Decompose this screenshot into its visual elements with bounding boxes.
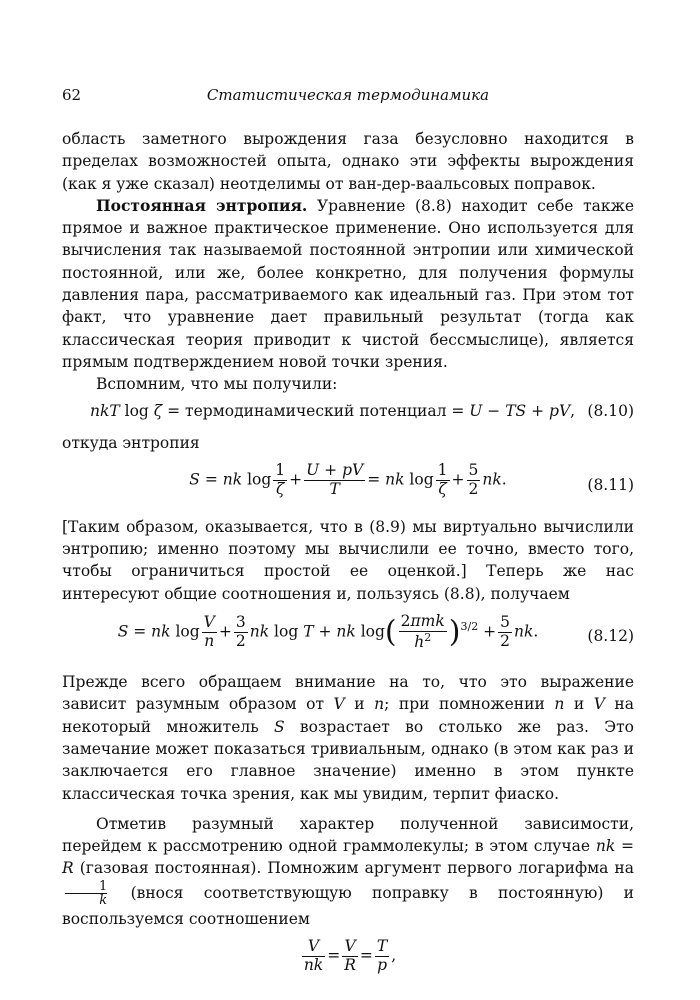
paragraph-1: область заметного вырождения газа безусловно находится в пределах возможностей опыта, однако эти эффекты вырождения (как я уже сказал) неотделимы от ван-дер-ваальсовых поправок. bbox=[62, 130, 634, 193]
equation-8-10 bbox=[62, 396, 634, 430]
paragraph-2-text: Уравнение (8.8) находит себе также прямое и важное практическое применение. Оно используется для вычисления так называемой постоянной энтропии или химической постоянной, или же, более конкретно, для получения формулы давления пара, рассматриваемого как идеальный газ. При этом тот факт, что уравнение дает правильный результат (тогда как классическая теория приводит к чистой бессмыслице), является прямым подтверждением новой точки зрения. bbox=[62, 196, 635, 371]
paragraph-constant-entropy bbox=[62, 195, 634, 373]
book-page bbox=[62, 86, 634, 990]
equation-8-10-body: nkT log ζ = термодинамический потенциал = U − TS + pV, bbox=[90, 401, 576, 420]
paragraph-4: откуда энтропия bbox=[62, 433, 200, 452]
equation-8-12 bbox=[62, 605, 634, 671]
equation-8-11 bbox=[62, 454, 634, 516]
text-run: и bbox=[344, 695, 375, 714]
equation-8-12-body: S = nk log $\frac{V}{n}$ + $\frac{3}{2}$ nk log T + nk log( $\frac{\text{2πmk}}{h^2}$ )$^{3/2}$ + $\frac{5}{2}$ nk. bbox=[117, 612, 539, 652]
text-run: (газовая постоянная). Помножим аргумент первого логарифма на bbox=[73, 859, 634, 878]
equation-number: (8.10) bbox=[587, 401, 634, 420]
text-run: Отметив разумный характер полученной зависимости, перейдем к рассмотрению одной граммолекулы; в этом случае bbox=[62, 814, 634, 856]
running-title: Статистическая термодинамика bbox=[206, 86, 490, 104]
page-number: 62 bbox=[62, 86, 82, 104]
paragraph-3: Вспомним, что мы получили: bbox=[96, 375, 338, 394]
equation-v-over-nk-body: $\frac{V}{nk}$ = $\frac{V}{R}$ = $\frac{T}{p}$ , bbox=[303, 937, 397, 975]
equation-number: (8.11) bbox=[587, 475, 634, 494]
text-run: возрастает во столько же раз. Это замечание может показаться тривиальным, однако (в этом как раз и заключается его главное значение) именно в этом пункте классическая точка зрения, как мы увидим, терпит фиаско. bbox=[62, 717, 634, 803]
page-header bbox=[62, 86, 634, 110]
text-run: Прежде всего обращаем внимание на то, что это выражение зависит разумным образом от bbox=[62, 673, 634, 714]
paragraph-6: Прежде всего обращаем внимание на то, что это выражение зависит разумным образом от V и n; при помножении n и V на некоторый множитель S возрастает во столько же раз. Это замечание может показаться тривиальным, однако (в этом как раз и заключается его главное значение) именно в этом пункте классическая точка зрения, как мы увидим, терпит фиаско. bbox=[62, 673, 635, 803]
text-run: (внося соответствующую поправку в постоянную) и воспользуемся соотношением bbox=[62, 883, 634, 928]
paragraph-7: Отметив разумный характер полученной зависимости, перейдем к рассмотрению одной граммолекулы; в этом случае nk = R (газовая постоянная). Помножим аргумент первого логарифма на $\frac{1}{k}$ (внося соответствующую поправку в постоянную) и воспользуемся соотношением bbox=[62, 814, 634, 928]
equation-8-10-words: термодинамический потенциал bbox=[185, 401, 447, 420]
paragraph-5: [Таким образом, оказывается, что в (8.9) мы виртуально вычислили энтропию; именно поэтому мы вычислили ее точно, вместо того, чтобы ограничиться простой ее оценкой.] Теперь же нас интересуют общие соотношения и, пользуясь (8.8), получаем bbox=[62, 517, 634, 603]
section-heading: Постоянная энтропия. bbox=[96, 195, 308, 215]
text-run: ; при помножении bbox=[384, 695, 555, 714]
equation-8-11-body: S = nk log $\frac{1}{\zeta}$ + $\frac{U + pV}{T}$ = nk log $\frac{1}{\zeta}$ + $\frac{5}{2}$ nk. bbox=[189, 460, 507, 498]
equation-number: (8.12) bbox=[587, 627, 634, 646]
inline-fraction: $\frac{1}{k}$ bbox=[65, 880, 107, 908]
text-run: и bbox=[564, 695, 594, 714]
equation-v-over-nk bbox=[62, 930, 634, 990]
text-run: на некоторый множитель bbox=[62, 695, 635, 736]
